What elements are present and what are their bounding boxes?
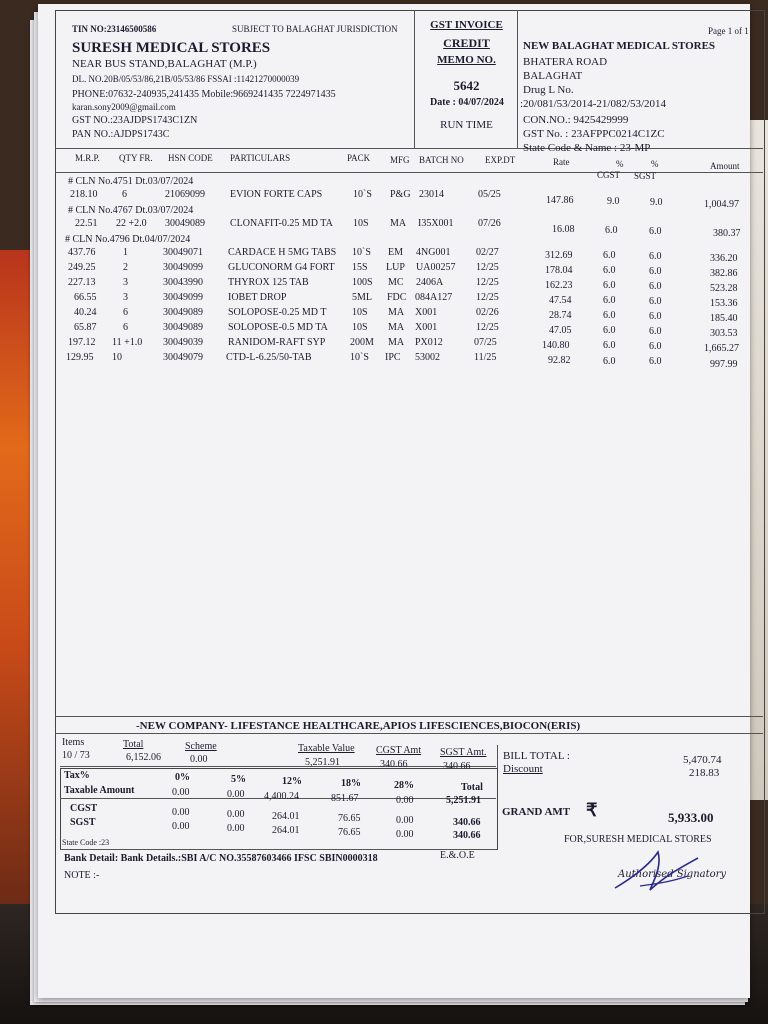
cell-hsn: 30049099 — [163, 262, 203, 273]
cell-pack: 10`S — [350, 352, 369, 363]
buyer-contact: CON.NO.: 9425429999 — [523, 114, 629, 126]
cell-mrp: 129.95 — [66, 352, 94, 363]
tax-col-1-taxable: 0.00 — [227, 789, 245, 800]
col-sgst: SGST — [634, 171, 657, 181]
tax-total-label: Total — [461, 782, 483, 793]
table-row — [0, 262, 760, 279]
buyer-drug-number: :20/081/53/2014-21/082/53/2014 — [520, 98, 667, 110]
footer-divider — [55, 733, 763, 734]
cell-cgst: 6.0 — [605, 225, 618, 236]
buyer-drug-label: Drug L No. — [523, 84, 574, 96]
state-code: State Code :23 — [62, 838, 110, 847]
tax-col-1-sgst: 0.00 — [227, 823, 245, 834]
total-label: Total — [123, 739, 144, 750]
seller-phone: PHONE:07632-240935,241435 Mobile:9669241435 7224971435 — [72, 89, 336, 100]
cgst-amt-value: 340.66 — [380, 759, 408, 770]
bill-total-label: BILL TOTAL : — [503, 750, 570, 762]
cell-mrp: 249.25 — [68, 262, 96, 273]
cell-pack: 100S — [352, 277, 373, 288]
seller-name: SURESH MEDICAL STORES — [72, 40, 271, 56]
cell-pack: 10`S — [353, 189, 372, 200]
cell-exp: 11/25 — [474, 352, 497, 363]
memo-number: 5642 — [453, 78, 480, 93]
discount-value: 218.83 — [689, 767, 720, 779]
cell-mfg: P&G — [390, 189, 411, 200]
col-cgst: CGST — [597, 170, 621, 180]
cell-particulars: SOLOPOSE-0.25 MD T — [228, 307, 327, 318]
items-value: 10 / 73 — [62, 750, 90, 761]
buyer-address-2: BALAGHAT — [523, 70, 583, 82]
tax-col-2-pct: 12% — [282, 776, 302, 787]
cell-rate: 47.05 — [549, 325, 572, 336]
tax-col-4-sgst: 0.00 — [396, 829, 414, 840]
items-label: Items — [62, 737, 85, 748]
sgst-amt-label: SGST Amt. — [440, 747, 487, 758]
cell-cgst: 6.0 — [603, 325, 616, 336]
bill-total-value: 5,470.74 — [683, 754, 722, 766]
cell-amount: 382.86 — [710, 268, 738, 279]
cell-qty: 2 — [123, 262, 128, 273]
col-rate: Rate — [553, 157, 570, 167]
taxable-value: 5,251.91 — [305, 757, 340, 768]
cell-sgst: 6.0 — [649, 311, 662, 322]
cell-exp: 12/25 — [476, 292, 499, 303]
cell-amount: 997.99 — [710, 359, 738, 370]
scheme-value: 0.00 — [190, 754, 208, 765]
cell-batch: PX012 — [415, 337, 443, 348]
grand-amount-label: GRAND AMT — [502, 806, 571, 818]
cell-hsn: 30049089 — [165, 218, 205, 229]
cell-sgst: 6.0 — [649, 266, 662, 277]
cell-batch: X001 — [415, 322, 438, 333]
columns-bottom-line — [55, 172, 763, 173]
cell-hsn: 30049079 — [163, 352, 203, 363]
cell-mrp: 437.76 — [68, 247, 96, 258]
cell-sgst: 6.0 — [649, 226, 662, 237]
cell-mfg: MA — [390, 218, 407, 229]
cell-rate: 178.04 — [545, 265, 573, 276]
cell-batch: X001 — [415, 307, 438, 318]
cell-pack: 10`S — [352, 247, 371, 258]
cell-exp: 02/26 — [476, 307, 499, 318]
discount-label: Discount — [503, 763, 543, 775]
group-header: # CLN No.4796 Dt.04/07/2024 — [65, 234, 191, 245]
bank-details: Bank Detail: Bank Details.:SBI A/C NO.35587603466 IFSC SBIN0000318 — [64, 853, 378, 864]
cell-qty: 3 — [123, 292, 128, 303]
cell-batch: 23014 — [419, 189, 444, 200]
cell-sgst: 6.0 — [649, 326, 662, 337]
table-row — [0, 218, 760, 239]
cell-mrp: 40.24 — [74, 307, 97, 318]
cell-amount: 153.36 — [710, 298, 738, 309]
col-mfg: MFG — [390, 155, 410, 165]
col-pct-1: % — [616, 159, 624, 169]
tax-col-2-cgst: 264.01 — [272, 811, 300, 822]
tax-col-4-pct: 28% — [394, 780, 414, 791]
table-row — [0, 277, 760, 294]
cell-particulars: CARDACE H 5MG TABS — [228, 247, 337, 258]
invoice-title: GST INVOICE — [430, 19, 503, 31]
cell-mfg: FDC — [387, 292, 407, 303]
cell-sgst: 6.0 — [649, 251, 662, 262]
total-value: 6,152.06 — [126, 752, 161, 763]
tax-col-2-sgst: 264.01 — [272, 825, 300, 836]
taxable-value-label: Taxable Value — [298, 743, 355, 754]
cell-amount: 380.37 — [713, 228, 741, 239]
col-mrp: M.R.P. — [75, 153, 100, 163]
cell-particulars: CLONAFIT-0.25 MD TA — [230, 218, 333, 229]
col-qty: QTY FR. — [119, 153, 153, 163]
tax-col-0-cgst: 0.00 — [172, 807, 190, 818]
tax-total-sgst: 340.66 — [453, 830, 481, 841]
table-row — [0, 247, 760, 264]
cell-rate: 312.69 — [545, 250, 573, 261]
cell-mfg: MA — [388, 322, 405, 333]
cell-rate: 47.54 — [549, 295, 572, 306]
cell-qty: 3 — [123, 277, 128, 288]
header-divider-left — [414, 10, 415, 148]
cell-pack: 200M — [350, 337, 374, 348]
cell-mfg: MC — [388, 277, 404, 288]
seller-pan: PAN NO.:AJDPS1743C — [72, 129, 170, 140]
cell-pack: 10S — [353, 218, 369, 229]
col-hsn: HSN CODE — [168, 153, 213, 163]
memo-label: MEMO NO. — [437, 54, 496, 66]
cell-particulars: RANIDOM-RAFT SYP — [228, 337, 326, 348]
bank-divider — [60, 849, 496, 850]
cell-exp: 12/25 — [476, 277, 499, 288]
new-company-line: -NEW COMPANY- LIFESTANCE HEALTHCARE,APIOS LIFESCIENCES,BIOCON(ERIS) — [136, 720, 581, 732]
page-number: Page 1 of 1 — [708, 26, 749, 36]
tax-col-1-pct: 5% — [231, 774, 246, 785]
tax-summary-table — [60, 768, 498, 850]
cell-cgst: 6.0 — [603, 250, 616, 261]
tax-total-taxable: 5,251.91 — [446, 795, 481, 806]
cell-hsn: 30049089 — [163, 307, 203, 318]
cell-rate: 162.23 — [545, 280, 573, 291]
cell-sgst: 6.0 — [649, 341, 662, 352]
cell-exp: 02/27 — [476, 247, 499, 258]
tax-col-0-pct: 0% — [175, 772, 190, 783]
tax-col-3-cgst: 76.65 — [338, 813, 361, 824]
cell-hsn: 30049099 — [163, 292, 203, 303]
cell-qty: 6 — [123, 322, 128, 333]
group-header: # CLN No.4751 Dt.03/07/2024 — [68, 176, 194, 187]
group-header: # CLN No.4767 Dt.03/07/2024 — [68, 205, 194, 216]
tax-col-3-taxable: 851.67 — [331, 793, 359, 804]
for-store: FOR,SURESH MEDICAL STORES — [564, 834, 712, 845]
cell-amount: 336.20 — [710, 253, 738, 264]
cell-pack: 15S — [352, 262, 368, 273]
seller-dl: DL. NO.20B/05/53/86,21B/05/53/86 FSSAI :11421270000039 — [72, 74, 300, 84]
cell-particulars: EVION FORTE CAPS — [230, 189, 323, 200]
col-pct-2: % — [651, 159, 659, 169]
tax-col-1-cgst: 0.00 — [227, 809, 245, 820]
cell-mfg: MA — [388, 337, 405, 348]
col-amount: Amount — [710, 161, 740, 171]
cell-qty: 10 — [112, 352, 122, 363]
cell-particulars: IOBET DROP — [228, 292, 287, 303]
cell-mrp: 22.51 — [75, 218, 98, 229]
cell-batch: UA00257 — [416, 262, 456, 273]
eoe: E.&.O.E — [440, 850, 475, 861]
cell-exp: 12/25 — [476, 322, 499, 333]
cell-qty: 6 — [123, 307, 128, 318]
invoice-date: Date : 04/07/2024 — [430, 97, 504, 108]
signature-scribble-icon — [610, 846, 705, 896]
jurisdiction: SUBJECT TO BALAGHAT JURISDICTION — [232, 24, 398, 34]
table-row — [0, 292, 760, 309]
tax-col-2-taxable: 4,400.24 — [264, 791, 299, 802]
cell-hsn: 30049039 — [163, 337, 203, 348]
cell-rate: 147.86 — [546, 195, 574, 206]
sgst-amt-value: 340.66 — [443, 761, 471, 772]
table-row — [0, 189, 760, 210]
cell-particulars: SOLOPOSE-0.5 MD TA — [228, 322, 328, 333]
cell-qty: 11 +1.0 — [112, 337, 143, 348]
cell-batch: 084A127 — [415, 292, 453, 303]
cell-batch: 2406A — [416, 277, 444, 288]
cell-hsn: 30043990 — [163, 277, 203, 288]
buyer-name: NEW BALAGHAT MEDICAL STORES — [523, 40, 716, 52]
grand-amount-value: 5,933.00 — [668, 810, 714, 825]
cell-cgst: 6.0 — [603, 340, 616, 351]
taxable-amount-label: Taxable Amount — [64, 785, 135, 796]
cgst-row-label: CGST — [70, 803, 98, 814]
cell-particulars: CTD-L-6.25/50-TAB — [226, 352, 312, 363]
cell-rate: 140.80 — [542, 340, 570, 351]
buyer-state: State Code & Name : 23-MP — [523, 142, 651, 154]
cell-mfg: LUP — [386, 262, 405, 273]
run-time: RUN TIME — [440, 119, 493, 131]
tax-col-3-sgst: 76.65 — [338, 827, 361, 838]
table-row — [0, 322, 760, 339]
cell-amount: 1,004.97 — [704, 199, 739, 210]
cell-rate: 28.74 — [549, 310, 572, 321]
sgst-row-label: SGST — [70, 817, 96, 828]
col-batch: BATCH NO — [419, 155, 464, 165]
cell-batch: 4NG001 — [416, 247, 451, 258]
seller-gst: GST NO.:23AJDPS1743C1ZN — [72, 115, 198, 126]
cell-mfg: IPC — [385, 352, 401, 363]
cell-amount: 523.28 — [710, 283, 738, 294]
cell-hsn: 30049071 — [163, 247, 203, 258]
cell-sgst: 6.0 — [649, 296, 662, 307]
note: NOTE :- — [64, 870, 100, 881]
cell-cgst: 6.0 — [603, 295, 616, 306]
tax-pct-label: Tax% — [64, 770, 90, 781]
col-particulars: PARTICULARS — [230, 153, 291, 163]
invoice-type: CREDIT — [443, 36, 490, 50]
cell-pack: 5ML — [352, 292, 372, 303]
cell-cgst: 6.0 — [603, 280, 616, 291]
tax-col-3-pct: 18% — [341, 778, 361, 789]
cgst-amt-label: CGST Amt — [376, 745, 422, 756]
col-pack: PACK — [347, 153, 371, 163]
cell-qty: 1 — [123, 247, 128, 258]
cell-hsn: 30049089 — [163, 322, 203, 333]
cell-mrp: 197.12 — [68, 337, 96, 348]
rupee-icon: ₹ — [586, 800, 598, 820]
cell-amount: 1,665.27 — [704, 343, 739, 354]
cell-rate: 92.82 — [548, 355, 571, 366]
cell-cgst: 6.0 — [603, 356, 616, 367]
seller-tin: TIN NO:23146500586 — [72, 24, 157, 34]
cell-amount: 303.53 — [710, 328, 738, 339]
cell-exp: 07/25 — [474, 337, 497, 348]
cell-pack: 10S — [352, 307, 368, 318]
buyer-address-1: BHATERA ROAD — [523, 56, 608, 68]
cell-exp: 12/25 — [476, 262, 499, 273]
cell-amount: 185.40 — [710, 313, 738, 324]
seller-address: NEAR BUS STAND,BALAGHAT (M.P.) — [72, 58, 257, 70]
cell-qty: 6 — [122, 189, 127, 200]
cell-batch: I35X001 — [418, 218, 454, 229]
footer-top-line — [55, 716, 763, 717]
header-bottom-line — [55, 148, 763, 149]
cell-mrp: 65.87 — [74, 322, 97, 333]
seller-email: karan.sony2009@gmail.com — [72, 102, 176, 112]
tax-col-4-cgst: 0.00 — [396, 815, 414, 826]
tax-col-4-taxable: 0.00 — [396, 795, 414, 806]
tax-total-cgst: 340.66 — [453, 817, 481, 828]
cell-pack: 10S — [352, 322, 368, 333]
cell-mrp: 66.55 — [74, 292, 97, 303]
summary-bottom-line — [60, 766, 496, 767]
cell-batch: 53002 — [415, 352, 440, 363]
tax-col-0-taxable: 0.00 — [172, 787, 190, 798]
table-row — [0, 307, 760, 324]
cell-mrp: 227.13 — [68, 277, 96, 288]
cell-qty: 22 +2.0 — [116, 218, 147, 229]
cell-cgst: 6.0 — [603, 310, 616, 321]
cell-particulars: THYROX 125 TAB — [228, 277, 309, 288]
cell-exp: 05/25 — [478, 189, 501, 200]
cell-rate: 16.08 — [552, 224, 575, 235]
table-row — [0, 352, 760, 370]
scheme-label: Scheme — [185, 741, 217, 752]
col-exp: EXP.DT — [485, 155, 516, 165]
buyer-gst: GST No. : 23AFPPC0214C1ZC — [523, 128, 665, 140]
cell-particulars: GLUCONORM G4 FORT — [228, 262, 335, 273]
cell-sgst: 6.0 — [649, 356, 662, 367]
cell-cgst: 6.0 — [603, 265, 616, 276]
header-divider-right — [517, 10, 518, 148]
cell-mrp: 218.10 — [70, 189, 98, 200]
table-row — [0, 337, 760, 354]
cell-cgst: 9.0 — [607, 196, 620, 207]
cell-hsn: 21069099 — [165, 189, 205, 200]
cell-sgst: 6.0 — [649, 281, 662, 292]
cell-mfg: EM — [388, 247, 403, 258]
cell-exp: 07/26 — [478, 218, 501, 229]
cell-mfg: MA — [388, 307, 405, 318]
tax-col-0-sgst: 0.00 — [172, 821, 190, 832]
authorised-signatory: Authorised Signatory — [618, 869, 727, 880]
cell-sgst: 9.0 — [650, 197, 663, 208]
